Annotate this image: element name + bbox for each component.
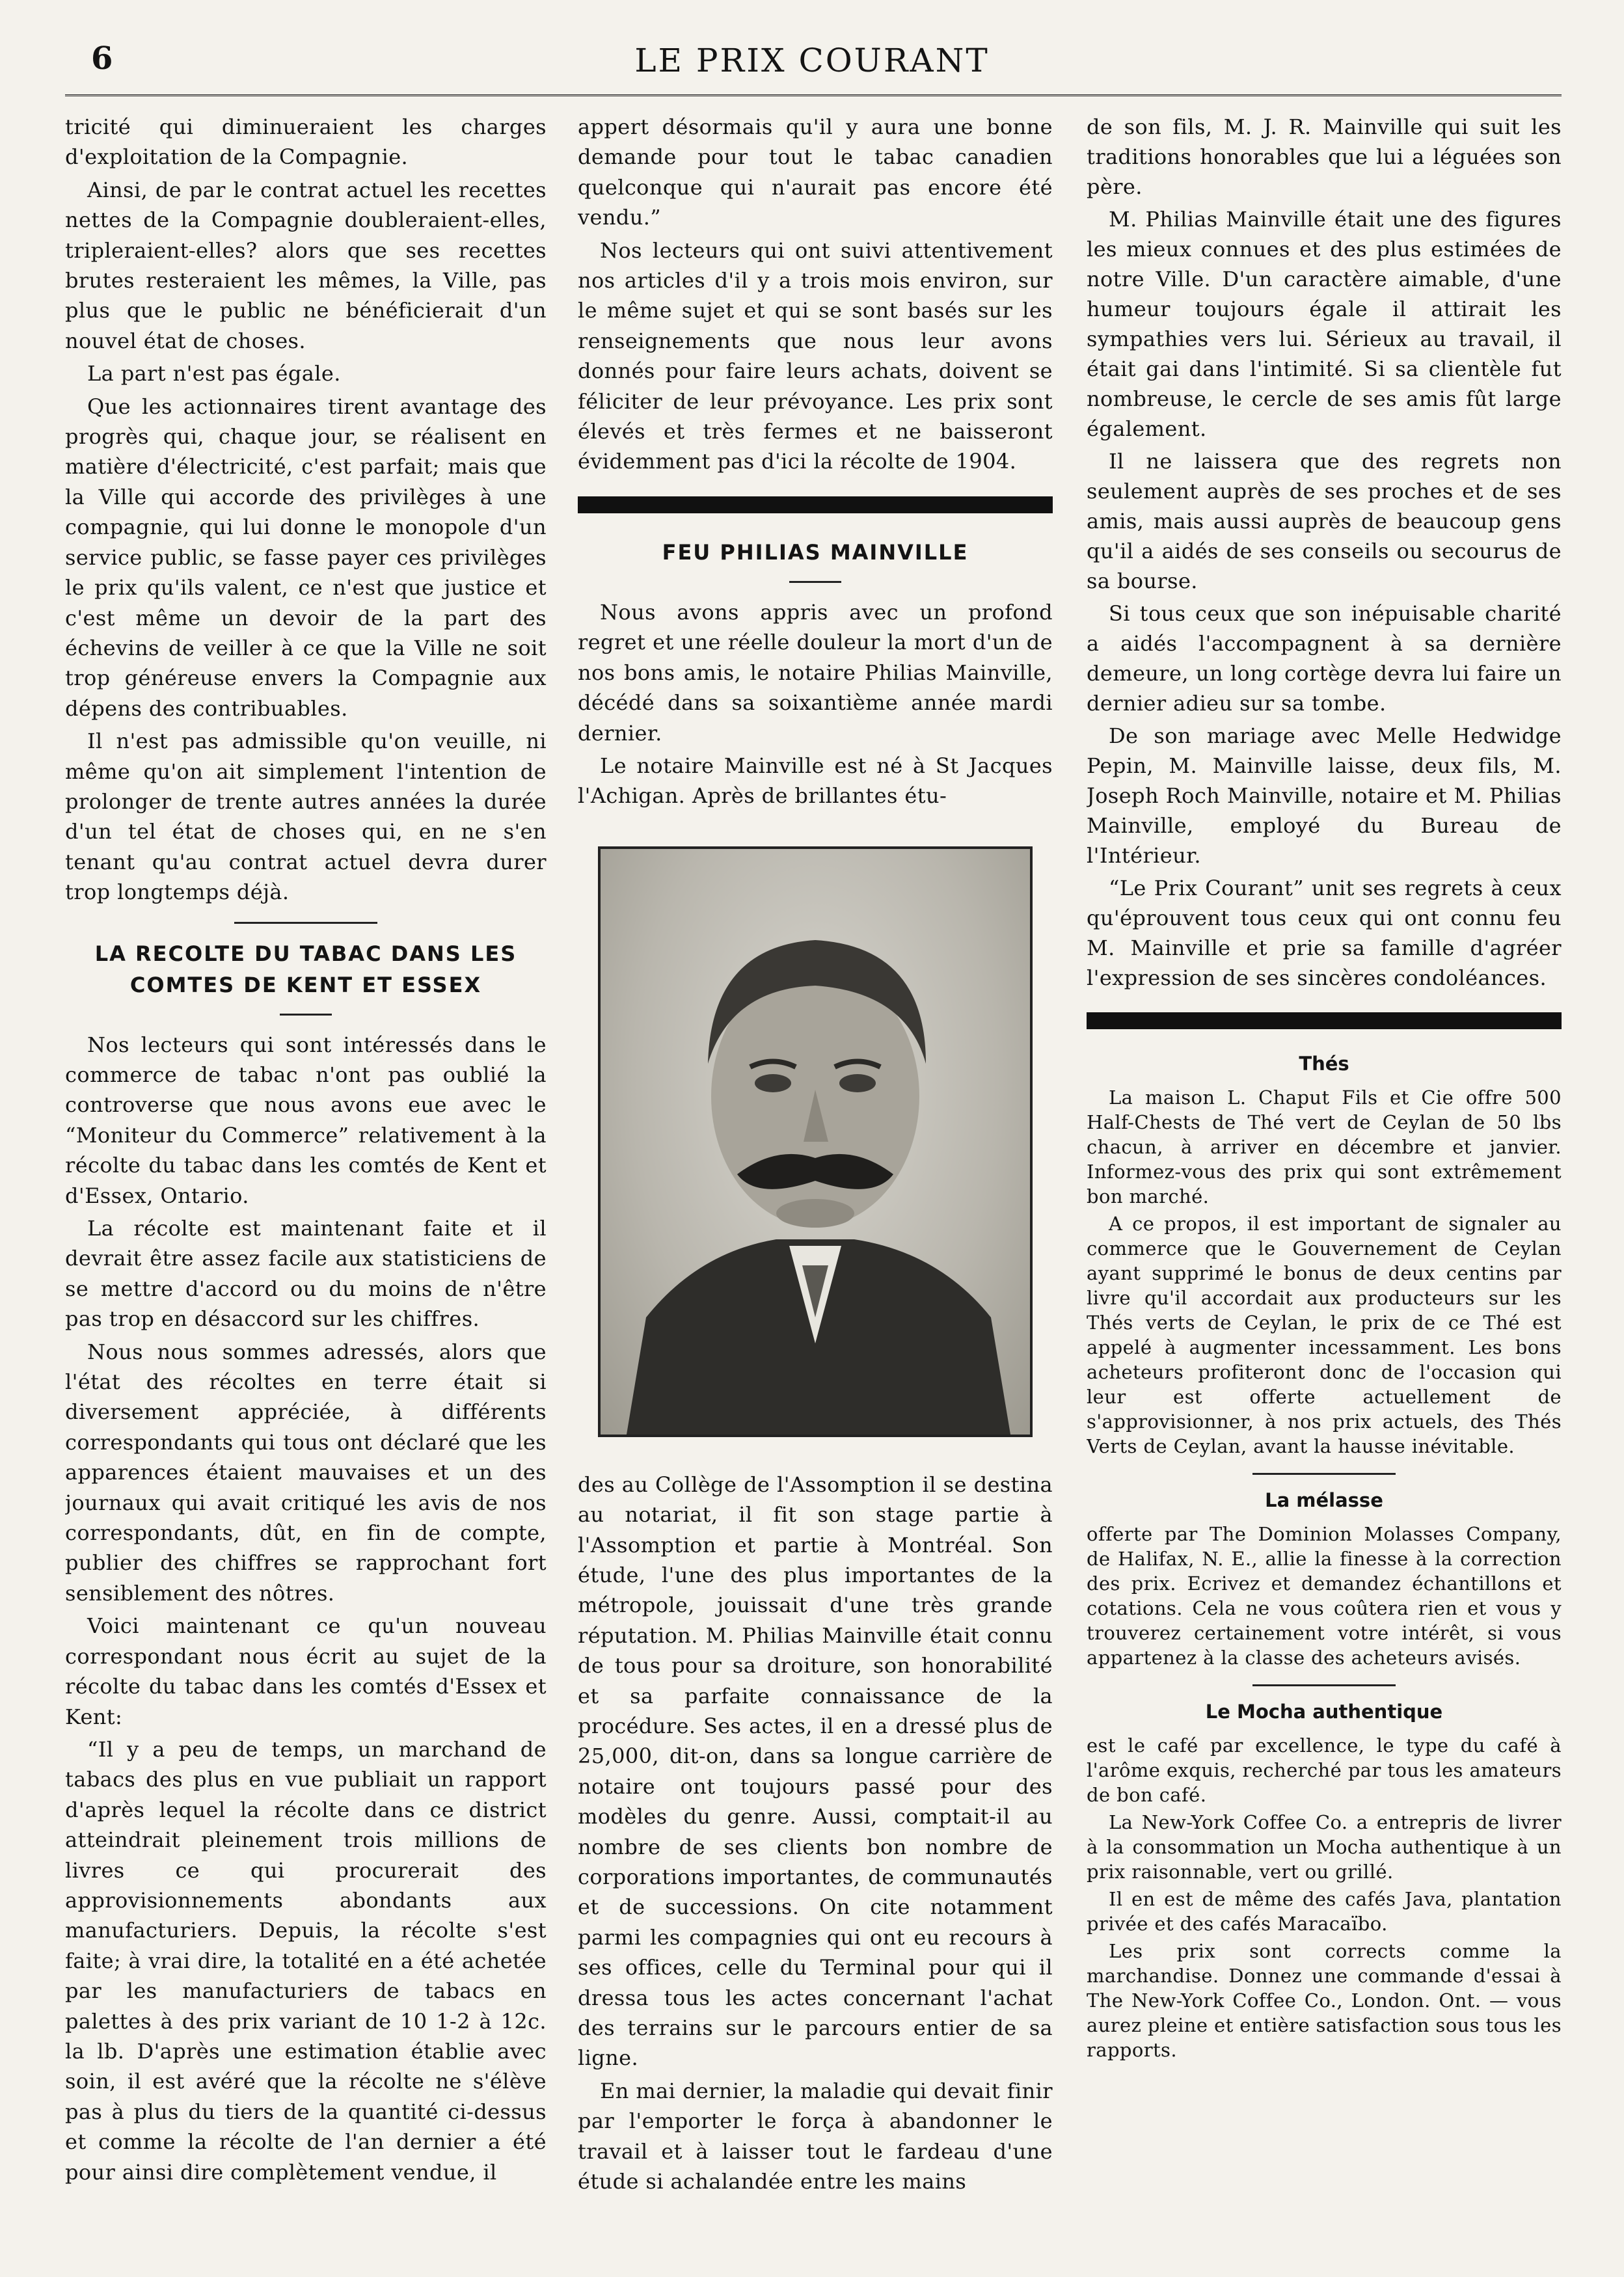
column-1: [65, 112, 547, 2226]
paragraph: Ainsi, de par le contrat actuel les recettes nettes de la Compagnie doubleraient-elles, tripleraient-elles? alors que ses recettes brutes resteraient les mêmes, la Ville, pas plus que le public ne bénéficierait d'un nouvel état de choses.: [65, 177, 547, 353]
paragraph: La récolte est maintenant faite et il devrait être assez facile aux statisticiens de se mettre d'accord ou du moins de n'être pas trop en désaccord sur les chiffres.: [65, 1216, 547, 1332]
header-rule: [65, 94, 1562, 96]
paragraph: Nos lecteurs qui ont suivi attentivement nos articles d'il y a trois mois environ, sur le même sujet et qui se sont basés sur les renseignements que nous leur avons donnés pour faire leurs achats, doivent se féliciter de leur prévoyance. Les prix sont élevés et très fermes et ne baisseront évidemment pas d'ici la récolte de 1904.: [578, 237, 1053, 474]
paragraph: En mai dernier, la maladie qui devait finir par l'emporter le força à abandonner le travail et à laisser tout le fardeau d'une étude si achalandée entre les mains: [578, 2078, 1053, 2194]
paragraph: M. Philias Mainville était une des figures les mieux connues et des plus estimées de notre Ville. D'un caractère aimable, d'une humeur toujours égale il attirait les sympathies vers lui. Sérieux au travail, il était gai dans l'intimité. Si sa clientèle fut nombreuse, le cercle de ses amis fût large également.: [1087, 207, 1562, 441]
paragraph: offerte par The Dominion Molasses Company, de Halifax, N. E., allie la finesse à la correction des prix. Ecrivez et demandez échantillons et cotations. Cela ne vous coûtera rien et vous y trouverez certainement votre intérêt, si vous appartenez à la classe des acheteurs avisés.: [1087, 1523, 1562, 1669]
paragraph: Il en est de même des cafés Java, plantation privée et des cafés Maracaïbo.: [1087, 1888, 1562, 1935]
paragraph: Nous nous sommes adressés, alors que l'état des récoltes en terre était si diversement appréciée, à différents correspondants qui tous ont déclaré que les apparences étaient mauvaises et un des journaux qui avait critiqué les avis de nos correspondants, dût, en fin de compte, publier des chiffres se rapprochant fort sensiblement des nôtres.: [65, 1339, 547, 1606]
paragraph: Nous avons appris avec un profond regret et une réelle douleur la mort d'un de nos bons amis, le notaire Philias Mainville, décédé dans sa soixantième année mardi dernier.: [578, 599, 1053, 746]
paragraph: Si tous ceux que son inépuisable charité a aidés l'accompagnent à sa dernière demeure, un long cortège devra lui faire un dernier adieu sur sa tombe.: [1087, 601, 1562, 716]
section-divider: [789, 581, 841, 583]
paragraph: des au Collège de l'Assomption il se destina au notariat, il fit son stage partie à l'Assomption et partie à Montréal. Son étude, l'une des plus importantes de la métropole, jouissait d'une très grande réputation. M. Philias Mainville était connu de tous pour sa droiture, son honorabilité et sa parfaite connaissance de la procédure. Ses actes, il en a dressé plus de 25,000, dit-on, dans sa longue carrière de notaire ont toujours passé pour des modèles du genre. Aussi, comptait-il au nombre de ses clients bon nombre de corporations importantes, de communautés et de successions. On cite notamment parmi les compagnies qui ont eu recours à ses offices, celle du Terminal pour qui il dressa tous les actes concernant l'achat des terrains sur le parcours entier de sa ligne.: [578, 1472, 1053, 2071]
column-2: [578, 112, 1053, 2226]
paragraph: appert désormais qu'il y aura une bonne demande pour tout le tabac canadien quelconque qui n'aurait pas encore été vendu.”: [578, 115, 1053, 230]
paragraph: “Il y a peu de temps, un marchand de tabacs des plus en vue publiait un rapport d'après lequel la récolte dans ce district atteindrait pleinement trois millions de livres ce qui procurerait des approvisionnements abondants aux manufacturiers. Depuis, la récolte s'est faite; à vrai dire, la totalité en a été achetée par les manufacturiers de tabacs en palettes à des prix variant de 10 1-2 à 12c. la lb. D'après une estimation établie avec soin, il est avéré que la récolte ne s'élève pas à plus du tiers de la quantité ci-dessus et comme la récolte de l'an dernier a été pour ainsi dire complètement vendue, il: [65, 1736, 547, 2185]
paragraph: Les prix sont corrects comme la marchandise. Donnez une commande d'essai à The New-York Coffee Co., London. Ont. — vous aurez pleine et entière satisfaction sous tous les rapports.: [1087, 1940, 1562, 2061]
portrait-illustration: [601, 849, 1030, 1435]
section-title-melasse: La mélasse: [1265, 1489, 1383, 1511]
paragraph: Que les actionnaires tirent avantage des progrès qui, chaque jour, se réalisent en matière d'électricité, c'est parfait; mais que la Ville qui accorde des privilèges à une compagnie, qui lui donne le monopole d'un service public, se fasse payer ces privilèges le prix qu'ils valent, ce n'est que justice et c'est même un devoir de la part des échevins de veiller à ce que la Ville ne soit trop généreuse envers la Compagnie aux dépens des contribuables.: [65, 394, 547, 721]
paragraph: La part n'est pas égale.: [87, 361, 341, 386]
article-headline-tabac: LA RECOLTE DU TABAC DANS LES COMTES DE KENT ET ESSEX: [94, 941, 517, 997]
paragraph: Voici maintenant ce qu'un nouveau correspondant nous écrit au sujet de la récolte du tabac dans les comtés d'Essex et Kent:: [65, 1613, 547, 1729]
paragraph: est le café par excellence, le type du café à l'arôme exquis, recherché par tous les amateurs de bon café.: [1087, 1734, 1562, 1806]
heavy-rule: [1087, 1012, 1562, 1029]
section-divider: [1252, 1684, 1396, 1686]
heavy-rule: [578, 496, 1053, 513]
paragraph: Nos lecteurs qui sont intéressés dans le commerce de tabac n'ont pas oublié la controverse que nous avons eue avec le “Moniteur du Commerce” relativement à la récolte du tabac dans les comtés de Kent et d'Essex, Ontario.: [65, 1032, 547, 1208]
paragraph: Il n'est pas admissible qu'on veuille, ni même qu'on ait simplement l'intention de prolonger de trente autres années la durée d'un tel état de choses qui, en ne s'en tenant qu'au contrat actuel devra durer trop longtemps déjà.: [65, 729, 547, 905]
article-headline-mainville: FEU PHILIAS MAINVILLE: [662, 539, 969, 565]
paragraph: A ce propos, il est important de signaler au commerce que le Gouvernement de Ceylan ayant supprimé le bonus de deux centins par livre qu'il accordait aux producteurs sur les Thés verts de Ceylan, le prix de ce Thé est appelé à augmenter incessamment. Les bons acheteurs profiteront donc de l'occasion qui leur est offerte actuellement de s'approvisionner, à nos prix actuels, des Thés Verts de Ceylan, avant la hausse inévitable.: [1087, 1213, 1562, 1457]
section-divider: [1252, 1473, 1396, 1475]
section-divider: [280, 1014, 332, 1016]
section-title-thes: Thés: [1299, 1053, 1349, 1075]
portrait-photo: [598, 846, 1033, 1437]
section-divider: [234, 922, 377, 924]
paragraph: De son mariage avec Melle Hedwidge Pepin, M. Mainville laisse, deux fils, M. Joseph Roch Mainville, notaire et M. Philias Mainville, employé du Bureau de l'Intérieur.: [1087, 723, 1562, 868]
paragraph: La New-York Coffee Co. a entrepris de livrer à la consommation un Mocha authentique à un prix raisonnable, vert ou grillé.: [1087, 1811, 1562, 1883]
section-title-mocha: Le Mocha authentique: [1205, 1701, 1443, 1723]
column-3: [1087, 112, 1562, 2226]
page-title: LE PRIX COURANT: [634, 42, 990, 79]
paragraph: tricité qui diminueraient les charges d'exploitation de la Compagnie.: [65, 115, 547, 170]
paragraph: de son fils, M. J. R. Mainville qui suit les traditions honorables que lui a léguées son père.: [1087, 115, 1562, 199]
paragraph: Il ne laissera que des regrets non seulement auprès de ses proches et de ses amis, mais aussi auprès de beaucoup gens qu'il a aidés de ses conseils ou secourus de sa bourse.: [1087, 449, 1562, 593]
paragraph: Le notaire Mainville est né à St Jacques l'Achigan. Après de brillantes étu-: [578, 753, 1053, 809]
paragraph: La maison L. Chaput Fils et Cie offre 500 Half-Chests de Thé vert de Ceylan de 50 lbs chacun, à arriver en décembre et janvier. Informez-vous des prix qui sont extrêmement bon marché.: [1087, 1086, 1562, 1207]
page-number: 6: [91, 40, 113, 77]
paragraph: “Le Prix Courant” unit ses regrets à ceux qu'éprouvent tous ceux qui ont connu feu M. Mainville et prie sa famille d'agréer l'expression de ses sincères condoléances.: [1087, 876, 1562, 990]
